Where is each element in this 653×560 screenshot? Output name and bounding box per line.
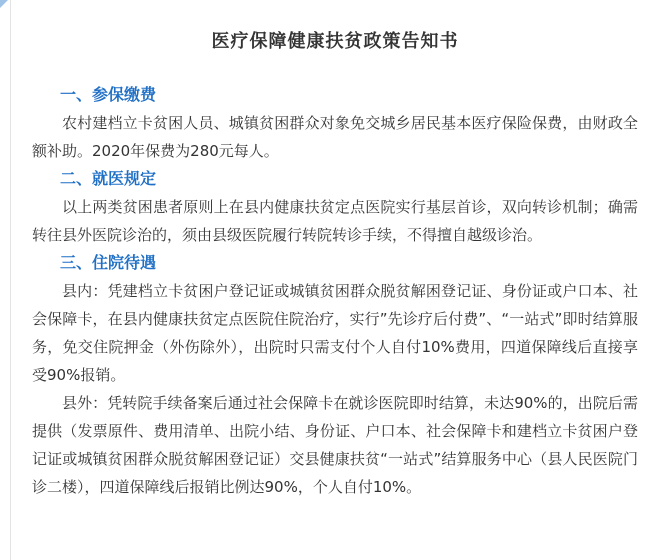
section-heading: 一、参保缴费 — [60, 85, 157, 104]
section-paragraph: 农村建档立卡贫困人员、城镇贫困群众对象免交城乡居民基本医疗保险保费，由财政全额补助。2020年保费为280元每人。 — [32, 114, 638, 160]
section-heading: 三、住院待遇 — [60, 253, 157, 272]
section-paragraph: 以上两类贫困患者原则上在县内健康扶贫定点医院实行基层首诊，双向转诊机制；确需转往县外医院诊治的，须由县级医院履行转院转诊手续，不得擅自越级诊治。 — [32, 198, 638, 244]
document-title: 医疗保障健康扶贫政策告知书 — [211, 31, 459, 52]
section-heading: 二、就医规定 — [60, 169, 157, 188]
corner-mark — [0, 0, 8, 8]
section-hospitalization-benefits — [32, 249, 638, 501]
section-medical-rules — [32, 165, 638, 249]
notice-document — [32, 0, 638, 501]
section-paragraph-out-of-county: 县外：凭转院手续备案后通过社会保障卡在就诊医院即时结算，未达90%的，出院后需提供（发票原件、费用清单、出院小结、身份证、户口本、社会保障卡和建档立卡贫困户登记证或城镇贫困群众脱贫解困登记证）交县健康扶贫“一站式”结算服务中心（县人民医院门诊二楼），四道保障线后报销比例达90%，个人自付10%。 — [32, 394, 638, 496]
section-paragraph-in-county: 县内：凭建档立卡贫困户登记证或城镇贫困群众脱贫解困登记证、身份证或户口本、社会保障卡，在县内健康扶贫定点医院住院治疗，实行”先诊疗后付费”、“一站式”即时结算服务，免交住院押金（外伤除外），出院时只需支付个人自付10%费用，四道保障线后直接享受90%报销。 — [32, 282, 638, 384]
section-insurance-payment — [32, 81, 638, 165]
left-border-line — [10, 0, 11, 560]
